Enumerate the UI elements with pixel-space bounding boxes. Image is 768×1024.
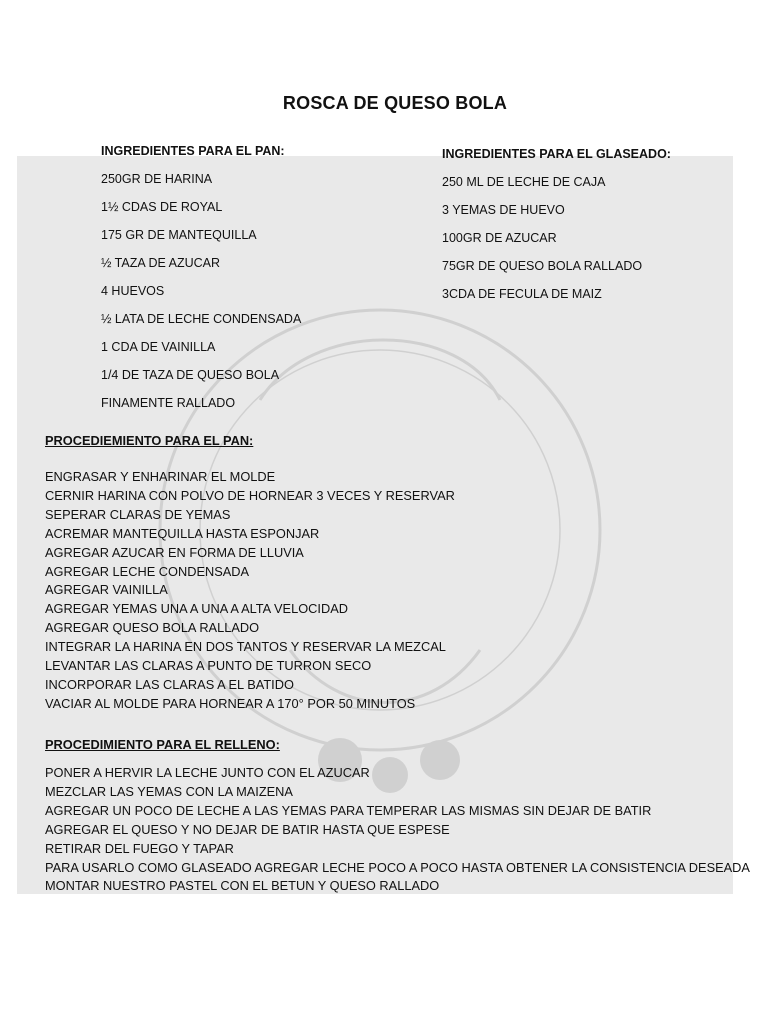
procedure-relleno-section: [45, 737, 750, 896]
procedure-pan-heading: PROCEDIEMIENTO PARA EL PAN:: [45, 433, 254, 448]
step-item: CERNIR HARINA CON POLVO DE HORNEAR 3 VECES Y RESERVAR: [45, 487, 455, 503]
ingredients-glaseado-heading: INGREDIENTES PARA EL GLASEADO:: [442, 147, 671, 161]
step-item: AGREGAR QUESO BOLA RALLADO: [45, 620, 260, 636]
list-item: 1½ CDAS DE ROYAL: [101, 200, 223, 214]
step-item: AGREGAR YEMAS UNA A UNA A ALTA VELOCIDAD: [45, 601, 348, 617]
list-item: 250 ML DE LECHE DE CAJA: [442, 175, 606, 189]
ingredients-pan-list: [101, 137, 301, 417]
step-item: AGREGAR UN POCO DE LECHE A LAS YEMAS PARA TEMPERAR LAS MISMAS SIN DEJAR DE BATIR: [45, 802, 652, 818]
step-item: SEPERAR CLARAS DE YEMAS: [45, 506, 231, 522]
list-item: ½ TAZA DE AZUCAR: [101, 256, 221, 270]
step-item: AGREGAR EL QUESO Y NO DEJAR DE BATIR HASTA QUE ESPESE: [45, 821, 450, 837]
step-item: AGREGAR LECHE CONDENSADA: [45, 563, 250, 579]
page-title: ROSCA DE QUESO BOLA: [282, 93, 508, 113]
step-item: VACIAR AL MOLDE PARA HORNEAR A 170° POR 50 MINUTOS: [45, 695, 416, 711]
step-item: AGREGAR AZUCAR EN FORMA DE LLUVIA: [45, 544, 304, 560]
list-item: 3 YEMAS DE HUEVO: [442, 203, 565, 217]
list-item: ½ LATA DE LECHE CONDENSADA: [101, 312, 302, 326]
step-item: LEVANTAR LAS CLARAS A PUNTO DE TURRON SECO: [45, 658, 372, 674]
list-item: 3CDA DE FECULA DE MAIZ: [442, 287, 602, 301]
ingredients-glaseado-list: [442, 140, 671, 308]
step-item: RETIRAR DEL FUEGO Y TAPAR: [45, 840, 234, 856]
step-item: INCORPORAR LAS CLARAS A EL BATIDO: [45, 676, 294, 692]
list-item: FINAMENTE RALLADO: [101, 396, 236, 410]
list-item: 1 CDA DE VAINILLA: [101, 340, 216, 354]
procedure-pan-steps: [45, 468, 455, 714]
list-item: 250GR DE HARINA: [101, 172, 213, 186]
list-item: 4 HUEVOS: [101, 284, 165, 298]
procedure-relleno-steps: [45, 764, 750, 896]
ingredients-pan-heading: INGREDIENTES PARA EL PAN:: [101, 144, 285, 158]
list-item: 1/4 DE TAZA DE QUESO BOLA: [101, 368, 280, 382]
step-item: ENGRASAR Y ENHARINAR EL MOLDE: [45, 469, 276, 484]
step-item: PONER A HERVIR LA LECHE JUNTO CON EL AZUCAR: [45, 765, 370, 780]
step-item: ACREMAR MANTEQUILLA HASTA ESPONJAR: [45, 525, 320, 541]
step-item: MEZCLAR LAS YEMAS CON LA MAIZENA: [45, 783, 293, 799]
step-item: AGREGAR VAINILLA: [45, 582, 168, 598]
step-item: PARA USARLO COMO GLASEADO AGREGAR LECHE POCO A POCO HASTA OBTENER LA CONSISTENCIA DESEADA: [45, 859, 750, 875]
list-item: 175 GR DE MANTEQUILLA: [101, 228, 257, 242]
list-item: 75GR DE QUESO BOLA RALLADO: [442, 259, 643, 273]
step-item: INTEGRAR LA HARINA EN DOS TANTOS Y RESERVAR LA MEZCAL: [45, 639, 446, 655]
procedure-relleno-heading: PROCEDIMIENTO PARA EL RELLENO:: [45, 737, 280, 752]
step-item: MONTAR NUESTRO PASTEL CON EL BETUN Y QUESO RALLADO: [45, 878, 440, 894]
procedure-pan-section: [45, 433, 455, 714]
list-item: 100GR DE AZUCAR: [442, 231, 557, 245]
